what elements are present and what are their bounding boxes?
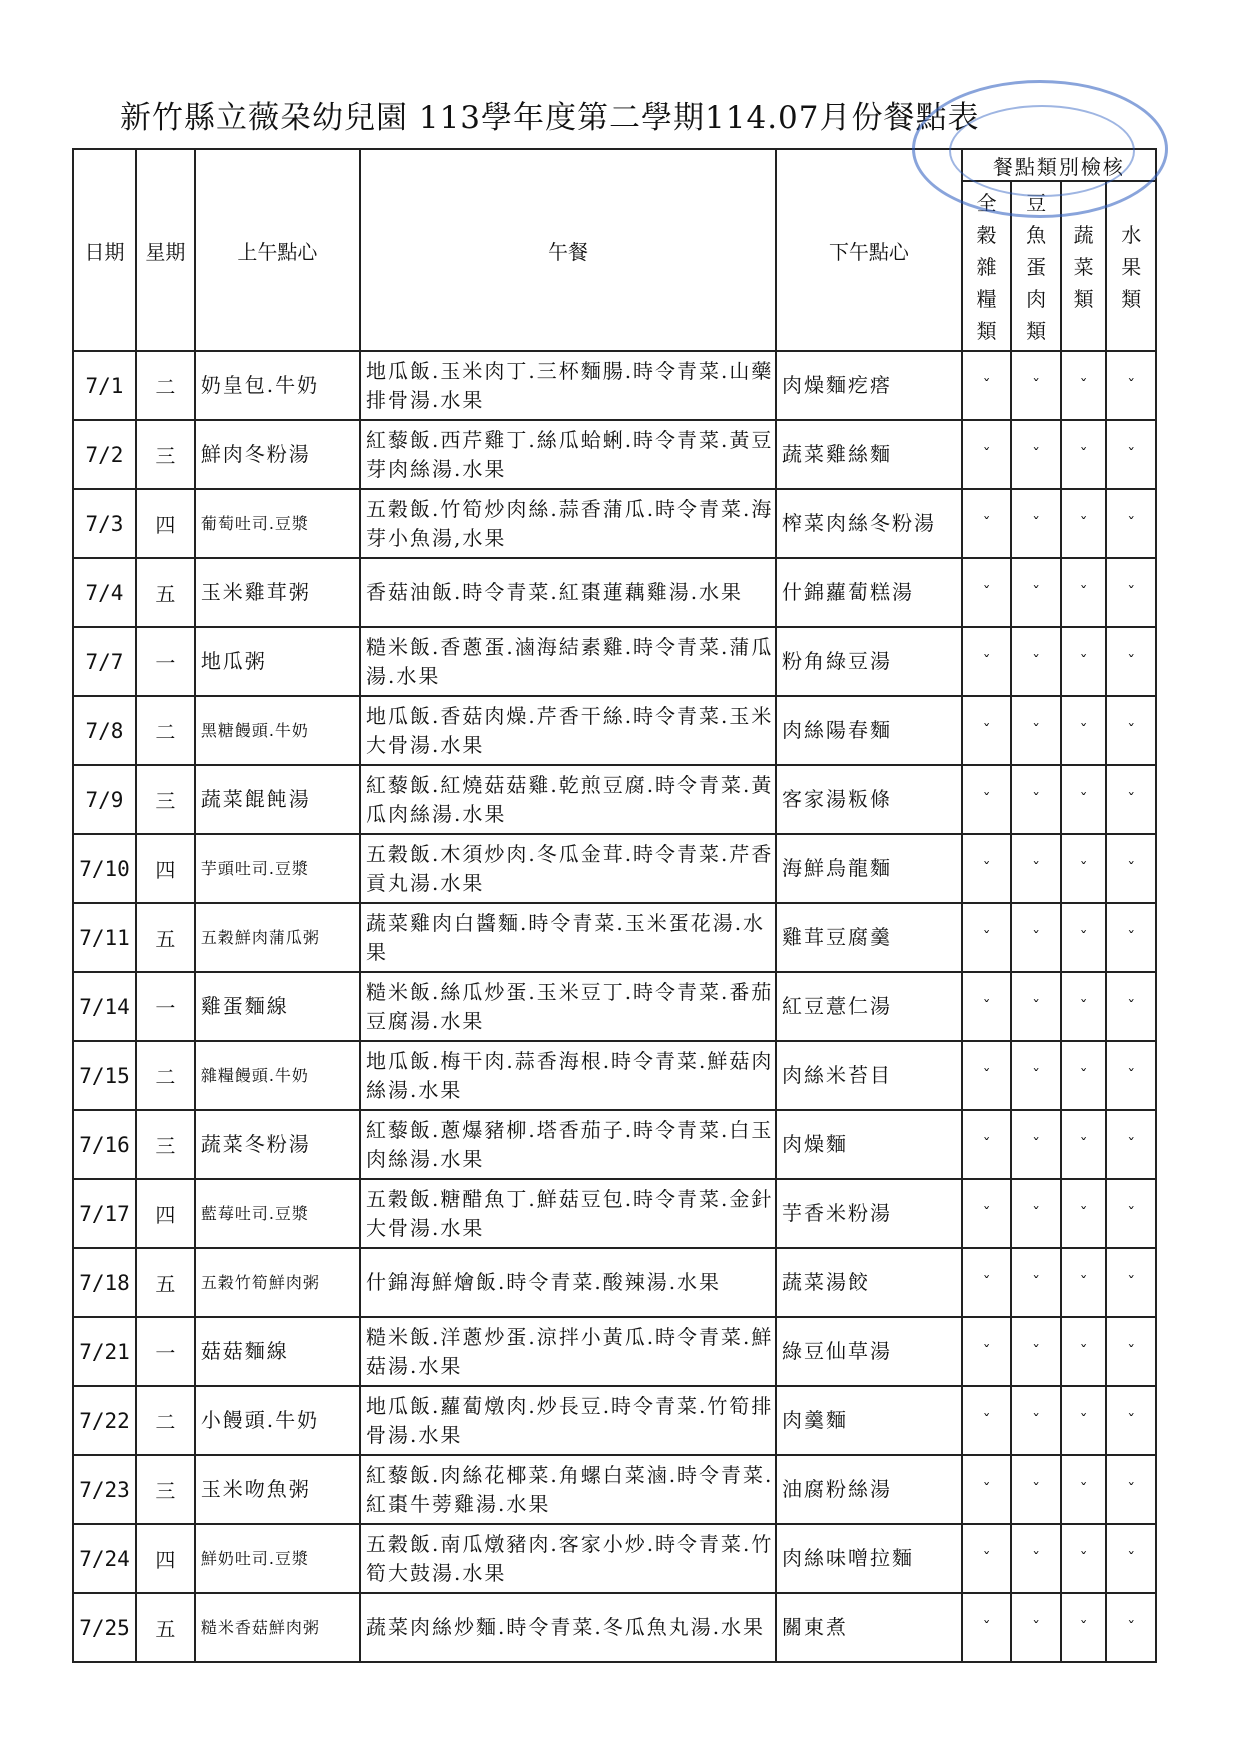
cell-check-fruit: ˇ [1106,1386,1156,1455]
cell-check-veg: ˇ [1061,1317,1106,1386]
cell-check-grain: ˇ [962,1041,1012,1110]
cell-check-protein: ˇ [1011,1455,1061,1524]
cell-weekday: 四 [136,834,195,903]
cell-pm-snack: 蔬菜雞絲麵 [776,420,962,489]
cell-check-grain: ˇ [962,765,1012,834]
cell-pm-snack: 粉角綠豆湯 [776,627,962,696]
cell-am-snack: 菇菇麵線 [195,1317,360,1386]
meal-table [72,148,1157,1663]
cell-pm-snack: 油腐粉絲湯 [776,1455,962,1524]
cell-check-protein: ˇ [1011,834,1061,903]
cell-pm-snack: 什錦蘿蔔糕湯 [776,558,962,627]
cell-date: 7/7 [73,627,136,696]
cell-check-protein: ˇ [1011,489,1061,558]
header-row [73,149,1156,181]
cell-am-snack: 鮮肉冬粉湯 [195,420,360,489]
cell-date: 7/8 [73,696,136,765]
cell-lunch: 地瓜飯.香菇肉燥.芹香干絲.時令青菜.玉米大骨湯.水果 [360,696,776,765]
cell-date: 7/14 [73,972,136,1041]
cell-am-snack: 地瓜粥 [195,627,360,696]
cell-am-snack: 藍莓吐司.豆漿 [195,1179,360,1248]
cell-date: 7/9 [73,765,136,834]
cell-check-veg: ˇ [1061,696,1106,765]
cell-am-snack: 玉米吻魚粥 [195,1455,360,1524]
cell-weekday: 一 [136,627,195,696]
cell-check-grain: ˇ [962,351,1012,420]
cell-am-snack: 糙米香菇鮮肉粥 [195,1593,360,1662]
cell-check-veg: ˇ [1061,1455,1106,1524]
cell-weekday: 三 [136,765,195,834]
cell-lunch: 蔬菜雞肉白醬麵.時令青菜.玉米蛋花湯.水果 [360,903,776,972]
cell-am-snack: 黑糖饅頭.牛奶 [195,696,360,765]
header-am-snack: 上午點心 [195,149,360,351]
cell-check-grain: ˇ [962,489,1012,558]
cell-check-veg: ˇ [1061,351,1106,420]
cell-pm-snack: 肉燥麵疙瘩 [776,351,962,420]
cell-check-fruit: ˇ [1106,1041,1156,1110]
cell-weekday: 一 [136,972,195,1041]
cell-date: 7/17 [73,1179,136,1248]
cell-date: 7/23 [73,1455,136,1524]
cell-lunch: 紅藜飯.紅燒菇菇雞.乾煎豆腐.時令青菜.黃瓜肉絲湯.水果 [360,765,776,834]
header-veg [1061,181,1106,351]
cell-date: 7/25 [73,1593,136,1662]
cell-am-snack: 奶皇包.牛奶 [195,351,360,420]
cell-check-veg: ˇ [1061,420,1106,489]
cell-check-grain: ˇ [962,1593,1012,1662]
cell-check-fruit: ˇ [1106,558,1156,627]
cell-check-grain: ˇ [962,1317,1012,1386]
cell-am-snack: 五穀鮮肉蒲瓜粥 [195,903,360,972]
cell-check-grain: ˇ [962,834,1012,903]
cell-check-fruit: ˇ [1106,1593,1156,1662]
cell-check-grain: ˇ [962,972,1012,1041]
cell-weekday: 三 [136,1455,195,1524]
cell-lunch: 紅藜飯.西芹雞丁.絲瓜蛤蜊.時令青菜.黃豆芽肉絲湯.水果 [360,420,776,489]
cell-check-veg: ˇ [1061,1386,1106,1455]
cell-pm-snack: 肉絲米苔目 [776,1041,962,1110]
cell-pm-snack: 肉燥麵 [776,1110,962,1179]
cell-pm-snack: 客家湯粄條 [776,765,962,834]
cell-date: 7/2 [73,420,136,489]
cell-lunch: 香菇油飯.時令青菜.紅棗蓮藕雞湯.水果 [360,558,776,627]
cell-check-grain: ˇ [962,1524,1012,1593]
table-row [73,351,1156,420]
cell-check-fruit: ˇ [1106,351,1156,420]
cell-am-snack: 芋頭吐司.豆漿 [195,834,360,903]
cell-pm-snack: 紅豆薏仁湯 [776,972,962,1041]
cell-weekday: 二 [136,351,195,420]
header-grain-label: 全 穀 雜 糧 類 [976,191,997,343]
cell-lunch: 糙米飯.洋蔥炒蛋.涼拌小黃瓜.時令青菜.鮮菇湯.水果 [360,1317,776,1386]
cell-am-snack: 五穀竹筍鮮肉粥 [195,1248,360,1317]
cell-check-veg: ˇ [1061,972,1106,1041]
cell-weekday: 五 [136,903,195,972]
cell-weekday: 四 [136,489,195,558]
header-protein [1011,181,1061,351]
cell-check-fruit: ˇ [1106,1524,1156,1593]
table-row [73,1593,1156,1662]
cell-lunch: 紅藜飯.肉絲花椰菜.角螺白菜滷.時令青菜.紅棗牛蒡雞湯.水果 [360,1455,776,1524]
cell-check-protein: ˇ [1011,903,1061,972]
cell-check-protein: ˇ [1011,1317,1061,1386]
cell-weekday: 五 [136,1593,195,1662]
cell-check-veg: ˇ [1061,489,1106,558]
cell-check-grain: ˇ [962,1179,1012,1248]
cell-check-protein: ˇ [1011,1110,1061,1179]
header-day: 星期 [136,149,195,351]
cell-check-grain: ˇ [962,1110,1012,1179]
cell-check-grain: ˇ [962,420,1012,489]
cell-check-fruit: ˇ [1106,972,1156,1041]
cell-check-veg: ˇ [1061,1248,1106,1317]
cell-pm-snack: 肉絲陽春麵 [776,696,962,765]
cell-check-grain: ˇ [962,1386,1012,1455]
cell-date: 7/3 [73,489,136,558]
cell-lunch: 糙米飯.絲瓜炒蛋.玉米豆丁.時令青菜.番茄豆腐湯.水果 [360,972,776,1041]
cell-pm-snack: 芋香米粉湯 [776,1179,962,1248]
cell-check-grain: ˇ [962,696,1012,765]
table-row [73,1317,1156,1386]
cell-check-fruit: ˇ [1106,420,1156,489]
cell-check-fruit: ˇ [1106,834,1156,903]
cell-weekday: 三 [136,420,195,489]
cell-date: 7/15 [73,1041,136,1110]
cell-pm-snack: 雞茸豆腐羹 [776,903,962,972]
cell-pm-snack: 海鮮烏龍麵 [776,834,962,903]
cell-lunch: 地瓜飯.梅干肉.蒜香海根.時令青菜.鮮菇肉絲湯.水果 [360,1041,776,1110]
cell-check-veg: ˇ [1061,1110,1106,1179]
cell-am-snack: 雞蛋麵線 [195,972,360,1041]
table-row [73,1455,1156,1524]
cell-date: 7/16 [73,1110,136,1179]
cell-lunch: 地瓜飯.玉米肉丁.三杯麵腸.時令青菜.山藥排骨湯.水果 [360,351,776,420]
cell-check-veg: ˇ [1061,1179,1106,1248]
cell-am-snack: 玉米雞茸粥 [195,558,360,627]
cell-pm-snack: 綠豆仙草湯 [776,1317,962,1386]
cell-check-veg: ˇ [1061,1593,1106,1662]
cell-check-protein: ˇ [1011,420,1061,489]
cell-check-veg: ˇ [1061,1041,1106,1110]
cell-check-protein: ˇ [1011,765,1061,834]
cell-check-grain: ˇ [962,558,1012,627]
cell-check-veg: ˇ [1061,627,1106,696]
cell-am-snack: 蔬菜餛飩湯 [195,765,360,834]
cell-check-fruit: ˇ [1106,627,1156,696]
cell-date: 7/24 [73,1524,136,1593]
cell-check-protein: ˇ [1011,627,1061,696]
cell-check-grain: ˇ [962,1455,1012,1524]
cell-weekday: 二 [136,696,195,765]
cell-check-protein: ˇ [1011,972,1061,1041]
table-row [73,1386,1156,1455]
cell-lunch: 五穀飯.竹筍炒肉絲.蒜香蒲瓜.時令青菜.海芽小魚湯,水果 [360,489,776,558]
cell-am-snack: 鮮奶吐司.豆漿 [195,1524,360,1593]
cell-lunch: 五穀飯.南瓜燉豬肉.客家小炒.時令青菜.竹筍大鼓湯.水果 [360,1524,776,1593]
table-row [73,696,1156,765]
cell-weekday: 一 [136,1317,195,1386]
cell-check-fruit: ˇ [1106,696,1156,765]
table-row [73,627,1156,696]
cell-check-grain: ˇ [962,627,1012,696]
table-row [73,903,1156,972]
header-grain [962,181,1012,351]
header-veg-label: 蔬 菜 類 [1073,223,1094,311]
cell-check-protein: ˇ [1011,1593,1061,1662]
cell-lunch: 什錦海鮮燴飯.時令青菜.酸辣湯.水果 [360,1248,776,1317]
cell-check-protein: ˇ [1011,1386,1061,1455]
cell-weekday: 四 [136,1179,195,1248]
cell-pm-snack: 肉羹麵 [776,1386,962,1455]
cell-check-grain: ˇ [962,903,1012,972]
cell-date: 7/4 [73,558,136,627]
cell-check-fruit: ˇ [1106,1179,1156,1248]
cell-check-protein: ˇ [1011,558,1061,627]
cell-weekday: 二 [136,1386,195,1455]
cell-am-snack: 葡萄吐司.豆漿 [195,489,360,558]
cell-check-fruit: ˇ [1106,765,1156,834]
cell-pm-snack: 肉絲味噌拉麵 [776,1524,962,1593]
cell-check-grain: ˇ [962,1248,1012,1317]
cell-date: 7/10 [73,834,136,903]
cell-lunch: 五穀飯.木須炒肉.冬瓜金茸.時令青菜.芹香貢丸湯.水果 [360,834,776,903]
table-row [73,558,1156,627]
cell-check-protein: ˇ [1011,1041,1061,1110]
cell-lunch: 地瓜飯.蘿蔔燉肉.炒長豆.時令青菜.竹筍排骨湯.水果 [360,1386,776,1455]
header-lunch: 午餐 [360,149,776,351]
cell-date: 7/1 [73,351,136,420]
table-row [73,489,1156,558]
cell-check-fruit: ˇ [1106,903,1156,972]
cell-pm-snack: 關東煮 [776,1593,962,1662]
cell-date: 7/11 [73,903,136,972]
page-title: 新竹縣立薇朶幼兒園 113學年度第二學期114.07月份餐點表 [120,100,980,136]
cell-date: 7/18 [73,1248,136,1317]
cell-lunch: 五穀飯.糖醋魚丁.鮮菇豆包.時令青菜.金針大骨湯.水果 [360,1179,776,1248]
cell-lunch: 紅藜飯.蔥爆豬柳.塔香茄子.時令青菜.白玉肉絲湯.水果 [360,1110,776,1179]
cell-check-fruit: ˇ [1106,1248,1156,1317]
header-check-group: 餐點類別檢核 [962,149,1156,181]
cell-date: 7/22 [73,1386,136,1455]
cell-check-veg: ˇ [1061,903,1106,972]
table-row [73,834,1156,903]
cell-check-veg: ˇ [1061,1524,1106,1593]
table-row [73,1524,1156,1593]
header-protein-label: 豆 魚 蛋 肉 類 [1026,191,1047,343]
cell-lunch: 糙米飯.香蔥蛋.滷海結素雞.時令青菜.蒲瓜湯.水果 [360,627,776,696]
cell-check-protein: ˇ [1011,696,1061,765]
table-row [73,1110,1156,1179]
cell-check-veg: ˇ [1061,765,1106,834]
cell-check-fruit: ˇ [1106,489,1156,558]
table-row [73,972,1156,1041]
table-row [73,1041,1156,1110]
cell-check-protein: ˇ [1011,1524,1061,1593]
cell-weekday: 二 [136,1041,195,1110]
header-date: 日期 [73,149,136,351]
cell-check-veg: ˇ [1061,558,1106,627]
cell-check-protein: ˇ [1011,351,1061,420]
table-row [73,1248,1156,1317]
cell-check-protein: ˇ [1011,1248,1061,1317]
header-fruit-label: 水 果 類 [1121,223,1142,311]
header-fruit [1106,181,1156,351]
cell-date: 7/21 [73,1317,136,1386]
cell-lunch: 蔬菜肉絲炒麵.時令青菜.冬瓜魚丸湯.水果 [360,1593,776,1662]
cell-weekday: 五 [136,1248,195,1317]
cell-check-fruit: ˇ [1106,1455,1156,1524]
cell-check-protein: ˇ [1011,1179,1061,1248]
cell-am-snack: 雜糧饅頭.牛奶 [195,1041,360,1110]
cell-pm-snack: 榨菜肉絲冬粉湯 [776,489,962,558]
cell-am-snack: 小饅頭.牛奶 [195,1386,360,1455]
cell-check-fruit: ˇ [1106,1110,1156,1179]
cell-check-veg: ˇ [1061,834,1106,903]
table-row [73,1179,1156,1248]
header-pm-snack: 下午點心 [776,149,962,351]
cell-pm-snack: 蔬菜湯餃 [776,1248,962,1317]
table-row [73,765,1156,834]
cell-check-fruit: ˇ [1106,1317,1156,1386]
cell-am-snack: 蔬菜冬粉湯 [195,1110,360,1179]
table-row [73,420,1156,489]
cell-weekday: 五 [136,558,195,627]
cell-weekday: 三 [136,1110,195,1179]
cell-weekday: 四 [136,1524,195,1593]
